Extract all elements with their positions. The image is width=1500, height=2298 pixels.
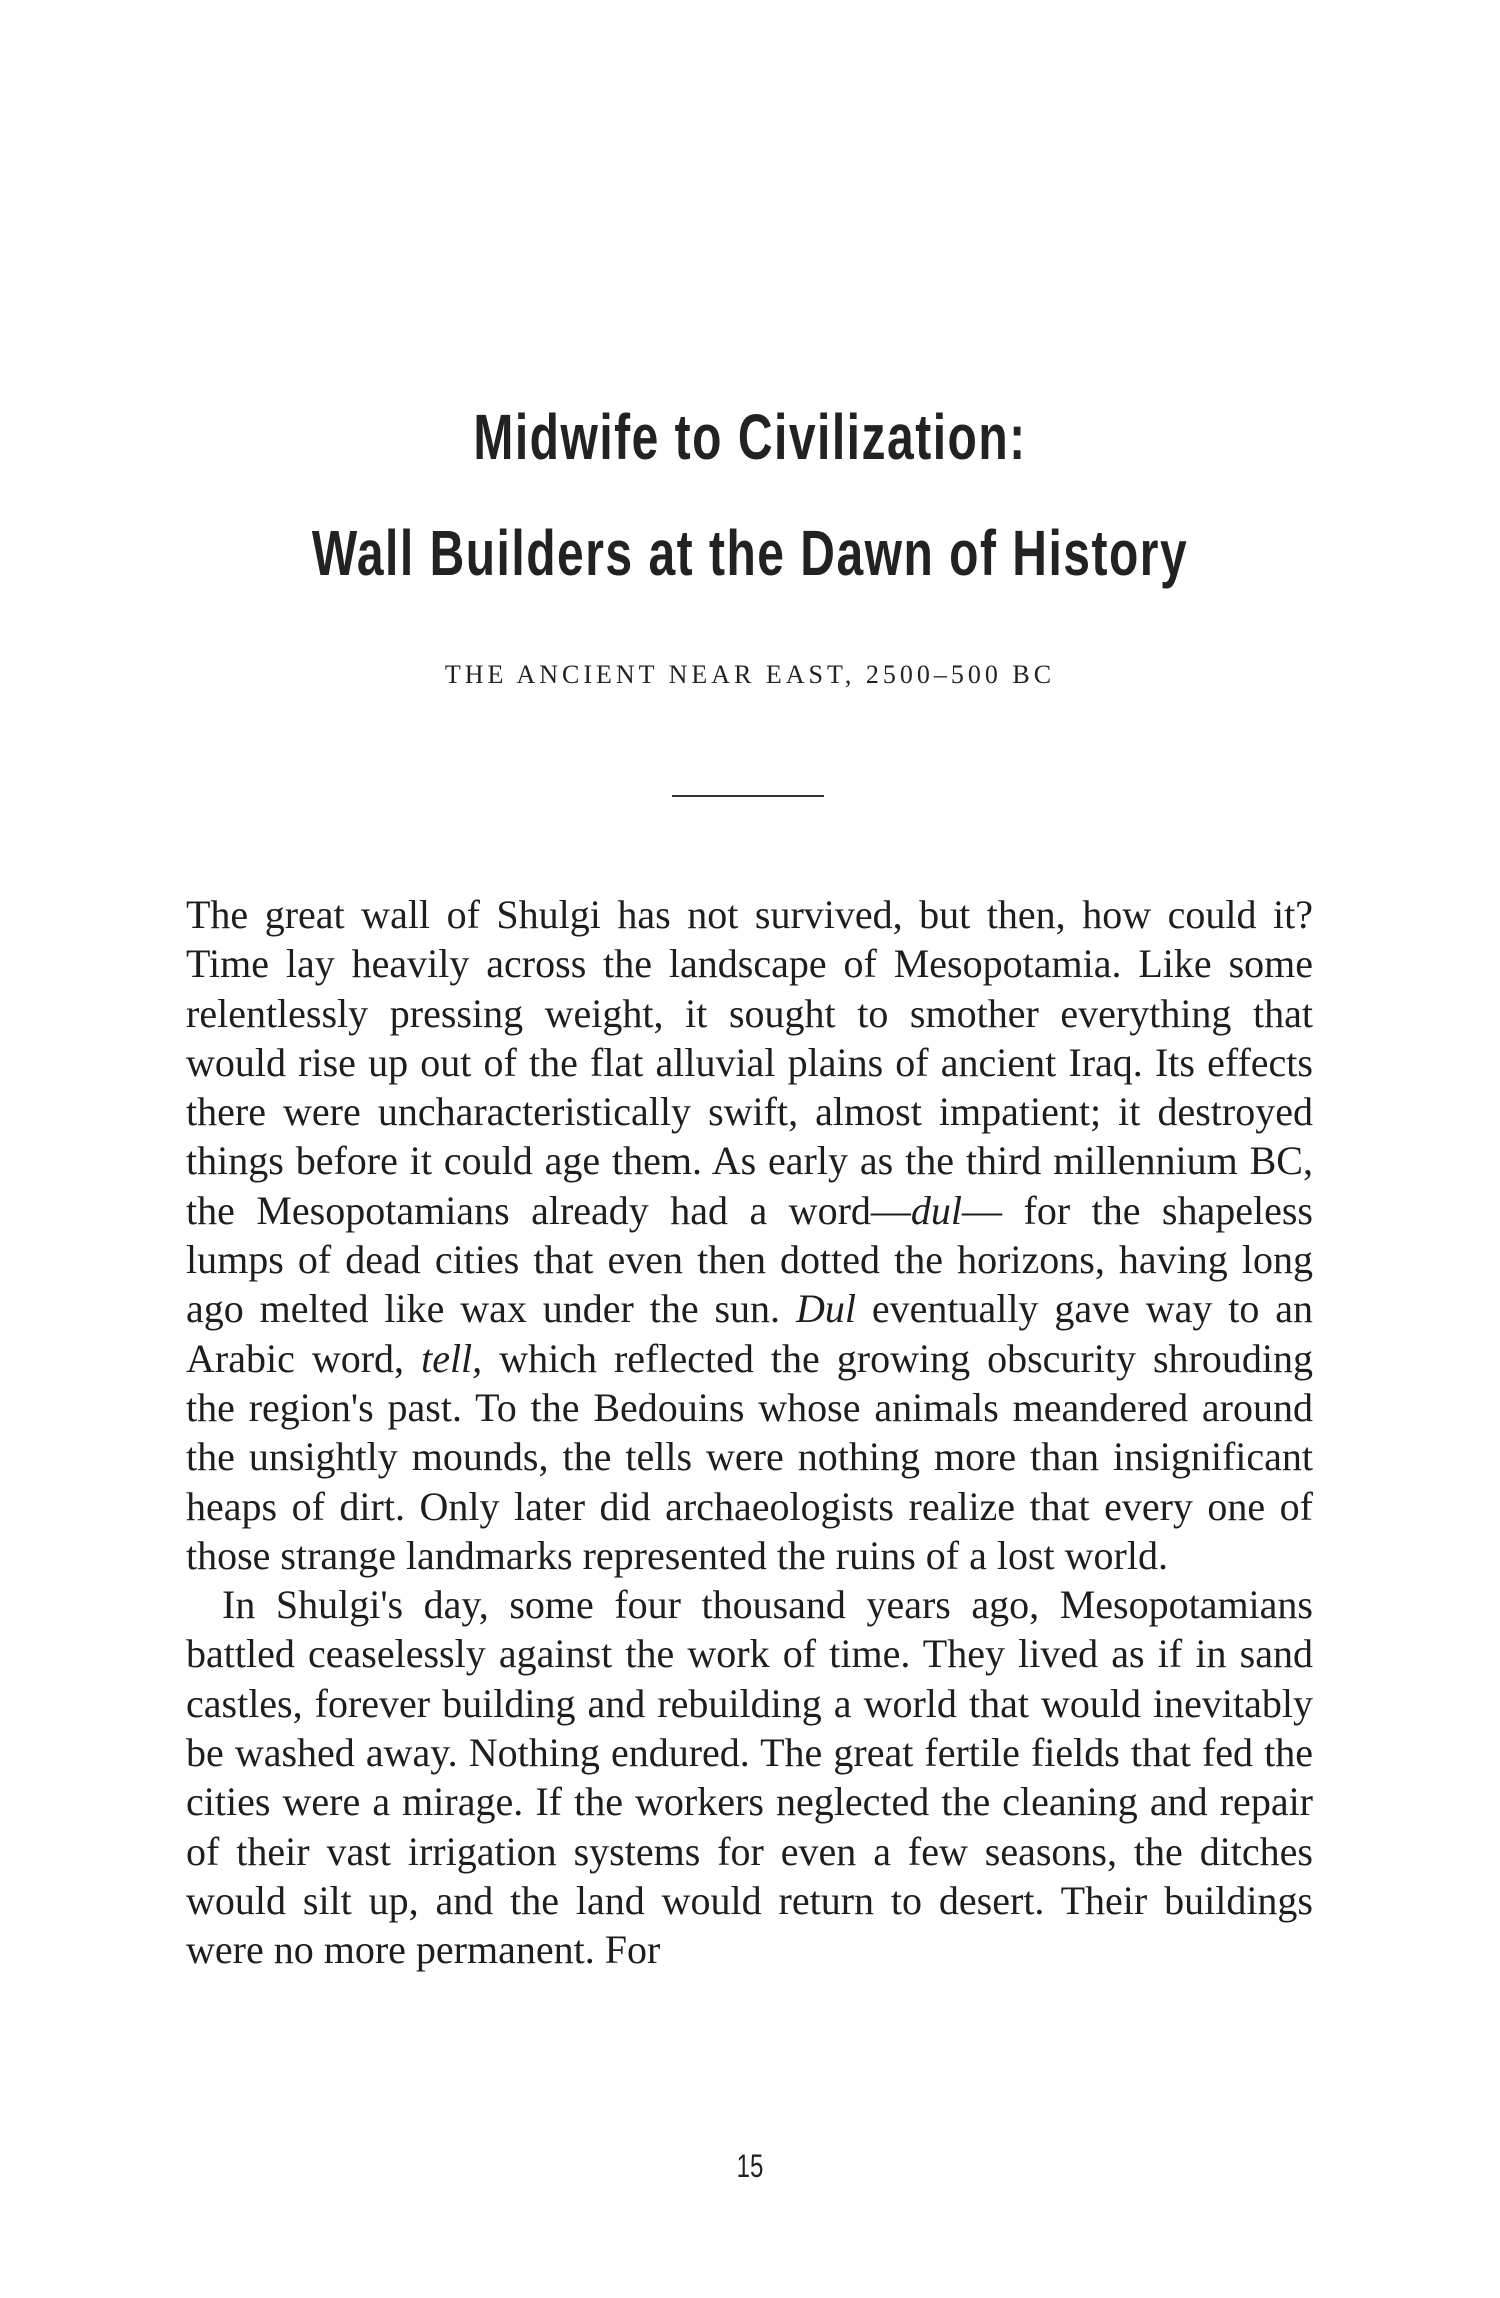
chapter-title-line-1: Midwife to Civilization: (473, 400, 1027, 473)
italic-term-tell: tell, (421, 1335, 483, 1381)
paragraph-1 (186, 890, 1313, 1580)
section-divider (672, 795, 824, 797)
paragraph-1-text-c: eventually gave way to an Arabic word, (186, 1286, 1313, 1381)
italic-term-dul-2: Dul (795, 1286, 856, 1332)
paragraph-1-text-a: The great wall of Shulgi has not survived, but then, how could it? Time lay heavily across the landscape of Mesopotamia. Like some relentlessly pressing weight, it sought to smother everything that would rise up out of the flat alluvial plains of ancient Iraq. Its effects there were uncharacteristically swift, almost impatient; it destroyed things before it could age them. As early as the third millennium BC, the Mesopotamians already had a word— (186, 892, 1313, 1233)
italic-term-dul: dul (910, 1187, 963, 1233)
chapter-subtitle: THE ANCIENT NEAR EAST, 2500–500 BC (444, 660, 1056, 689)
paragraph-1-text-d: which reflected the growing obscurity shrouding the region's past. To the Bedouins whose animals meandered around the unsightly mounds, the tells were nothing more than insignificant heaps of dirt. Only later did archaeologists realize that every one of those strange landmarks represented the ruins of a lost world. (186, 1335, 1313, 1578)
chapter-title-line-2: Wall Builders at the Dawn of History (311, 516, 1189, 589)
paragraph-1-text-b: — for the shapeless lumps of dead cities that even then dotted the horizons, having long ago melted like wax under the sun. (186, 1187, 1314, 1332)
body-text (186, 890, 1313, 1975)
paragraph-2: In Shulgi's day, some four thousand years ago, Mesopotamians battled ceaselessly against the work of time. They lived as if in sand castles, forever building and rebuilding a world that would inevitably be washed away. Nothing endured. The great fertile fields that fed the cities were a mirage. If the workers neglected the cleaning and repair of their vast irrigation systems for even a few seasons, the ditches would silt up, and the land would return to desert. Their buildings were no more permanent. For (186, 1582, 1313, 1973)
page-number: 15 (736, 2148, 764, 2184)
